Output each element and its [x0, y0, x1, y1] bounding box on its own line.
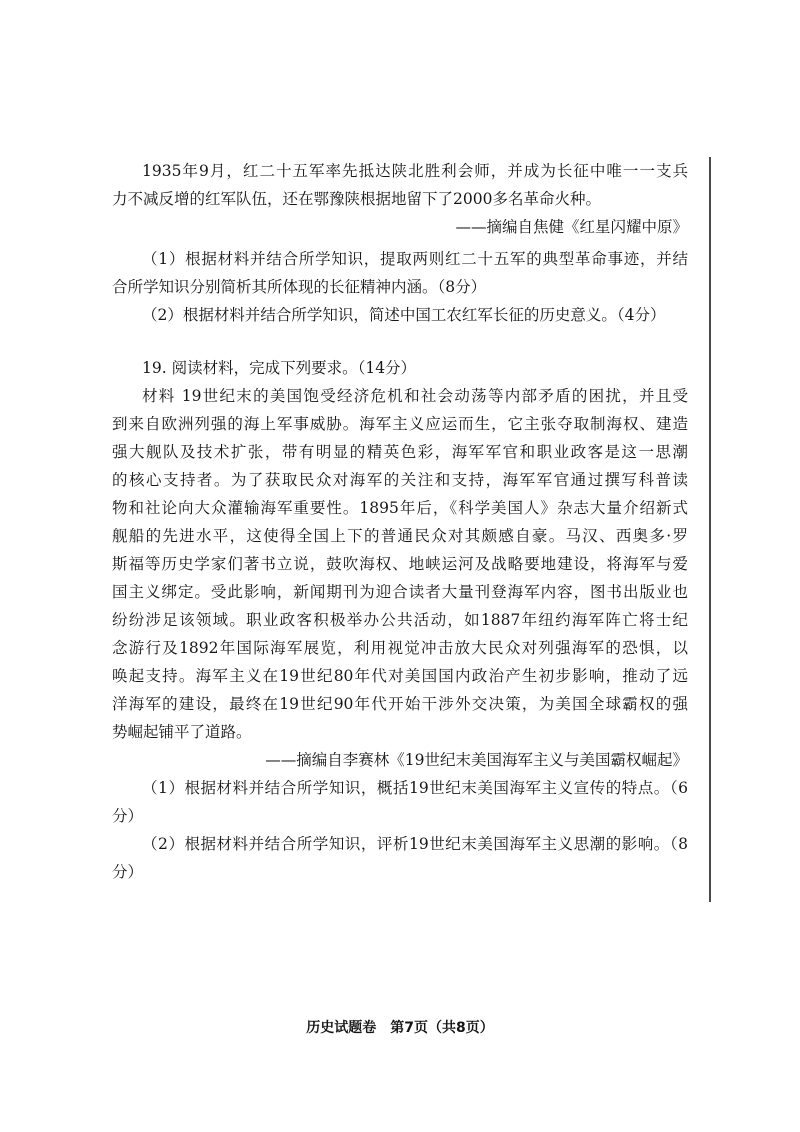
q19-material-line: 念游行及1892年国际海军展览，利用视觉冲击放大民众对列强海军的恐惧，以	[112, 639, 688, 657]
margin-rule	[709, 157, 711, 902]
material-18-line: 1935年9月，红二十五军率先抵达陕北胜利会师，并成为长征中唯一一支兵	[142, 162, 688, 180]
q19-material-line: 洋海军的建设，最终在19世纪90年代开始干涉外交决策，为美国全球霸权的强	[112, 695, 688, 713]
material-18-line: 力不减反增的红军队伍，还在鄂豫陕根据地留下了2000多名革命火种。	[112, 190, 601, 208]
q19-material-line: 唤起支持。海军主义在19世纪80年代对美国国内政治产生初步影响，推动了远	[112, 667, 688, 685]
q18-part1-line: 合所学知识分别简析其所体现的长征精神内涵。（8分）	[112, 278, 487, 296]
q19-material-line: 的核心支持者。为了获取民众对海军的关注和支持，海军军官通过撰写科普读	[112, 471, 688, 489]
q18-part2: （2）根据材料并结合所学知识，简述中国工农红军长征的历史意义。（4分）	[142, 306, 666, 324]
q19-material-line: 物和社论向大众灌输海军重要性。1895年后，《科学美国人》杂志大量介绍新式	[112, 499, 688, 517]
question-18	[112, 245, 688, 329]
q19-part1-line: 分）	[112, 807, 144, 825]
q19-material-line: 材料 19世纪末的美国饱受经济危机和社会动荡等内部矛盾的困扰，并且受	[142, 387, 688, 405]
q18-part1-line: （1）根据材料并结合所学知识，提取两则红二十五军的典型革命事迹，并结	[142, 250, 688, 268]
page-footer: 历史试题卷 第7页（共8页）	[306, 1020, 494, 1036]
q19-part2-line: （2）根据材料并结合所学知识，评析19世纪末美国海军主义思潮的影响。（8	[142, 835, 688, 853]
q19-material-line: 舰船的先进水平，这使得全国上下的普通民众对其颇感自豪。马汉、西奥多·罗	[112, 527, 688, 545]
q19-material-line: 势崛起铺平了道路。	[112, 723, 252, 741]
material-18-source: ——摘编自焦健《红星闪耀中原》	[455, 218, 688, 236]
q19-material-line: 强大舰队及技术扩张，带有明显的精英色彩，海军军官和职业政客是这一思潮	[112, 443, 688, 461]
question-19	[112, 354, 688, 886]
q19-material-line: 斯福等历史学家们著书立说，鼓吹海权、地峡运河及战略要地建设，将海军与爱	[112, 555, 688, 573]
material-18	[112, 157, 688, 241]
q19-material	[112, 382, 688, 746]
q19-part2-line: 分）	[112, 863, 144, 881]
q19-source: ——摘编自李赛林《19世纪末美国海军主义与美国霸权崛起》	[265, 751, 688, 769]
q19-material-line: 纷纷涉足该领域。职业政客积极举办公共活动，如1887年纽约海军阵亡将士纪	[112, 611, 688, 629]
q19-material-line: 国主义绑定。受此影响，新闻期刊为迎合读者大量刊登海军内容，图书出版业也	[112, 583, 688, 601]
q19-part1-line: （1）根据材料并结合所学知识，概括19世纪末美国海军主义宣传的特点。（6	[142, 779, 688, 797]
q19-heading: 19. 阅读材料，完成下列要求。（14分）	[142, 359, 417, 377]
q19-material-line: 到来自欧洲列强的海上军事威胁。海军主义应运而生，它主张夺取制海权、建造	[112, 415, 688, 433]
